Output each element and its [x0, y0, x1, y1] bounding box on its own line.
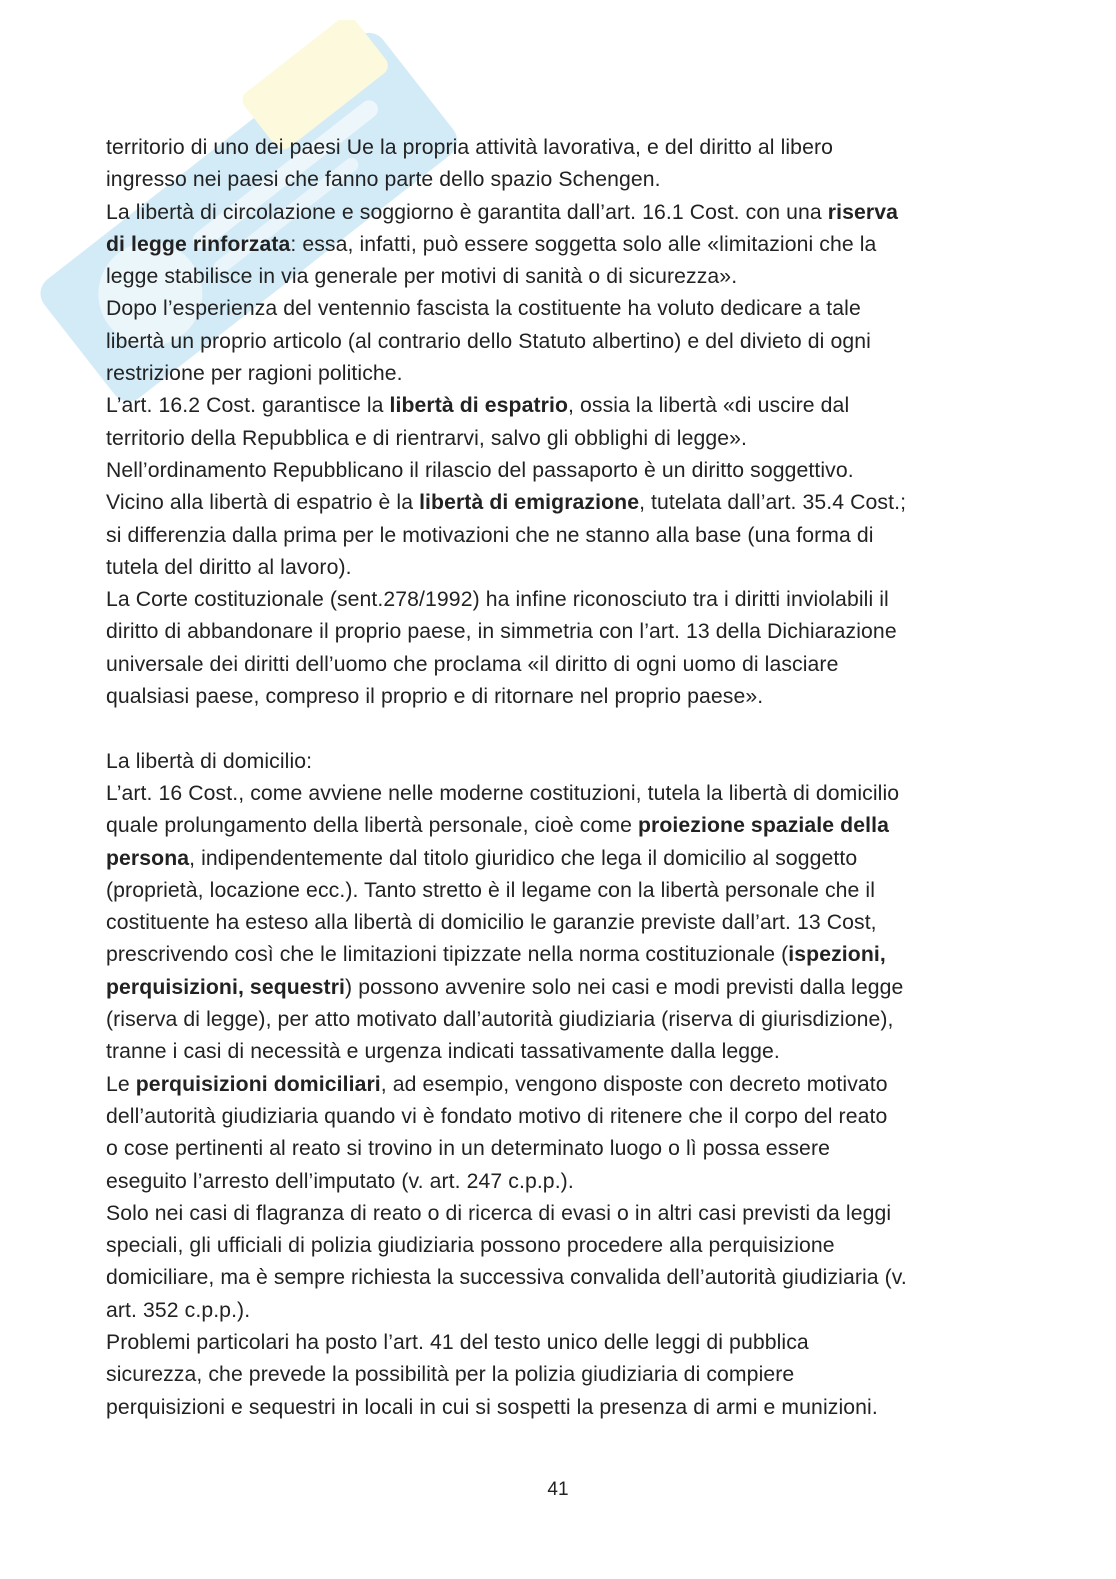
text-run: , ossia la libertà «di uscire dal [568, 394, 850, 418]
text-line [106, 1101, 1006, 1133]
text-line [106, 1359, 1006, 1391]
text-line [106, 358, 1006, 390]
text-line [106, 616, 1006, 648]
text-line [106, 1295, 1006, 1327]
text-run: territorio della Repubblica e di rientrarvi, salvo gli obblighi di legge». [106, 426, 748, 450]
text-line [106, 552, 1006, 584]
text-line [106, 1004, 1006, 1036]
text-line [106, 455, 1006, 487]
bold-term: riserva [827, 200, 898, 224]
page-number: 41 [547, 1479, 569, 1500]
text-line [106, 1262, 1006, 1294]
bold-term: ispezioni, [788, 943, 886, 967]
text-line [106, 584, 1006, 616]
text-run: costituente ha esteso alla libertà di domicilio le garanzie previste dall’art. 13 Cost, [106, 911, 877, 935]
text-run: Nell’ordinamento Repubblicano il rilascio del passaporto è un diritto soggettivo. [106, 458, 854, 482]
text-run: (riserva di legge), per atto motivato dall’autorità giudiziaria (riserva di giurisdizione), [106, 1008, 894, 1032]
text-line [106, 293, 1006, 325]
text-run: tutela del diritto al lavoro). [106, 555, 352, 579]
text-run: restrizione per ragioni politiche. [106, 362, 403, 386]
text-run: , tutelata dall’art. 35.4 Cost.; [639, 491, 907, 515]
bold-term: perquisizioni, sequestri [106, 975, 346, 999]
text-run: L’art. 16.2 Cost. garantisce la [106, 394, 390, 418]
text-line [106, 423, 1006, 455]
text-run: ingresso nei paesi che fanno parte dello spazio Schengen. [106, 168, 661, 192]
bold-term: libertà di espatrio [389, 394, 569, 418]
text-line [106, 875, 1006, 907]
bold-term: di legge rinforzata [106, 232, 291, 256]
text-line [106, 1166, 1006, 1198]
text-run: ) possono avvenire solo nei casi e modi previsti dalla legge [345, 975, 904, 999]
text-line [106, 390, 1006, 422]
bold-term: libertà di emigrazione [419, 491, 640, 515]
text-run: La libertà di domicilio: [106, 749, 313, 773]
text-line [106, 1392, 1006, 1424]
text-run: domiciliare, ma è sempre richiesta la successiva convalida dell’autorità giudiziaria (v. [106, 1266, 907, 1290]
text-run: Solo nei casi di flagranza di reato o di ricerca di evasi o in altri casi previsti da leggi [106, 1201, 892, 1225]
text-line [106, 1069, 1006, 1101]
text-line [106, 843, 1006, 875]
text-line [106, 939, 1006, 971]
text-line [106, 1036, 1006, 1068]
text-line [106, 778, 1006, 810]
blank-line [106, 713, 1006, 745]
text-line [106, 326, 1006, 358]
text-run: Problemi particolari ha posto l’art. 41 del testo unico delle leggi di pubblica [106, 1330, 809, 1354]
text-run: legge stabilisce in via generale per motivi di sanità o di sicurezza». [106, 265, 738, 289]
text-line [106, 681, 1006, 713]
text-run: Dopo l’esperienza del ventennio fascista la costituente ha voluto dedicare a tale [106, 297, 861, 321]
text-line [106, 746, 1006, 778]
document-body [106, 132, 1006, 1424]
text-run: perquisizioni e sequestri in locali in cui si sospetti la presenza di armi e munizioni. [106, 1395, 878, 1419]
text-run: La libertà di circolazione e soggiorno è garantita dall’art. 16.1 Cost. con una [106, 200, 828, 224]
text-line [106, 1198, 1006, 1230]
text-run: diritto di abbandonare il proprio paese, in simmetria con l’art. 13 della Dichiarazione [106, 620, 897, 644]
text-line [106, 229, 1006, 261]
text-line [106, 810, 1006, 842]
text-run: , indipendentemente dal titolo giuridico che lega il domicilio al soggetto [189, 846, 858, 870]
text-line [106, 649, 1006, 681]
text-run: universale dei diritti dell’uomo che proclama «il diritto di ogni uomo di lasciare [106, 652, 839, 676]
text-line [106, 520, 1006, 552]
text-run: libertà un proprio articolo (al contrario dello Statuto albertino) e del divieto di ogni [106, 329, 871, 353]
text-line [106, 1230, 1006, 1262]
text-line [106, 972, 1006, 1004]
text-run: eseguito l’arresto dell’imputato (v. art. 247 c.p.p.). [106, 1169, 574, 1193]
text-run: tranne i casi di necessità e urgenza indicati tassativamente dalla legge. [106, 1040, 780, 1064]
text-run: L’art. 16 Cost., come avviene nelle moderne costituzioni, tutela la libertà di domicilio [106, 781, 900, 805]
text-line [106, 1327, 1006, 1359]
text-run: qualsiasi paese, compreso il proprio e di ritornare nel proprio paese». [106, 685, 764, 709]
text-line [106, 487, 1006, 519]
text-run: sicurezza, che prevede la possibilità per la polizia giudiziaria di compiere [106, 1363, 795, 1387]
text-line [106, 1133, 1006, 1165]
text-run: art. 352 c.p.p.). [106, 1298, 251, 1322]
text-line [106, 197, 1006, 229]
text-run: dell’autorità giudiziaria quando vi è fondato motivo di ritenere che il corpo del reato [106, 1104, 888, 1128]
text-line [106, 261, 1006, 293]
text-line [106, 907, 1006, 939]
text-run: (proprietà, locazione ecc.). Tanto stretto è il legame con la libertà personale che il [106, 878, 876, 902]
text-run: quale prolungamento della libertà personale, cioè come [106, 814, 638, 838]
text-run: speciali, gli ufficiali di polizia giudiziaria possono procedere alla perquisizione [106, 1234, 835, 1258]
bold-term: persona [106, 846, 190, 870]
text-run: La Corte costituzionale (sent.278/1992) ha infine riconosciuto tra i diritti inviolabili il [106, 588, 889, 612]
text-run: , ad esempio, vengono disposte con decreto motivato [380, 1072, 888, 1096]
text-run: : essa, infatti, può essere soggetta solo alle «limitazioni che la [290, 232, 877, 256]
text-line [106, 164, 1006, 196]
text-run: prescrivendo così che le limitazioni tipizzate nella norma costituzionale ( [106, 943, 789, 967]
text-run: o cose pertinenti al reato si trovino in un determinato luogo o lì possa essere [106, 1137, 830, 1161]
text-run: si differenzia dalla prima per le motivazioni che ne stanno alla base (una forma di [106, 523, 874, 547]
text-line [106, 132, 1006, 164]
text-run: territorio di uno dei paesi Ue la propria attività lavorativa, e del diritto al libero [106, 136, 833, 159]
text-run: Le [106, 1072, 136, 1096]
bold-term: proiezione spaziale della [638, 814, 889, 838]
bold-term: perquisizioni domiciliari [135, 1072, 381, 1096]
text-run: Vicino alla libertà di espatrio è la [106, 491, 420, 515]
